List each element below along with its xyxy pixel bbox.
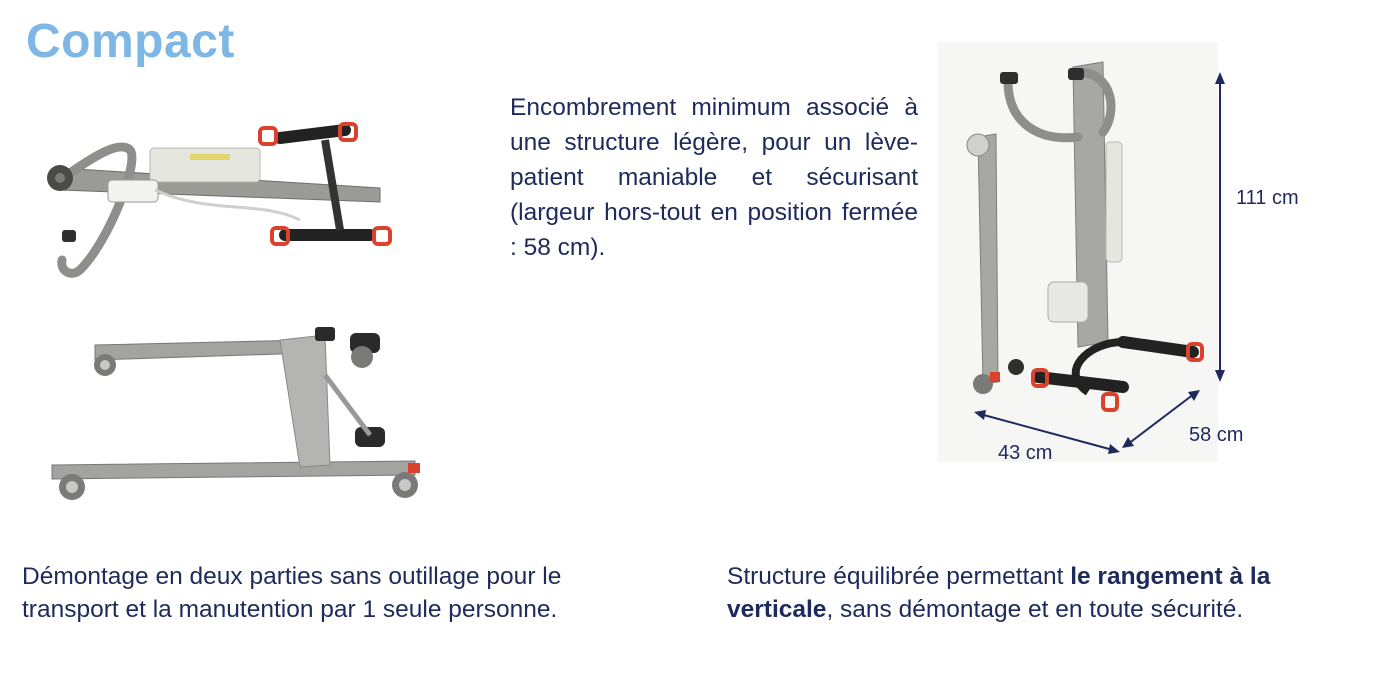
lift-base-disassembled-image: [40, 315, 440, 515]
page-title: Compact: [26, 15, 235, 68]
vertical-storage-text-bold: le rangement à la verticale: [727, 563, 1271, 623]
vertical-storage-paragraph: [727, 560, 1347, 626]
lift-upright-dimensions-image: [938, 42, 1258, 472]
disassembly-paragraph: Démontage en deux parties sans outillage pour le transport et la manutention par 1 seule personne.: [22, 563, 562, 623]
width-dimension-label: 43 cm: [998, 442, 1053, 464]
vertical-storage-text-before: Structure équilibrée permettant: [727, 563, 1071, 590]
depth-dimension-label: 58 cm: [1189, 424, 1244, 446]
vertical-storage-text-after: , sans démontage et en toute sécurité.: [826, 596, 1244, 623]
height-dimension-label: 111 cm: [1236, 187, 1299, 209]
intro-paragraph: Encombrement minimum associé à une structure légère, pour un lève-patient maniable et sécurisant (largeur hors-tout en position fermée : 58 cm).: [510, 94, 918, 261]
lift-folded-top-view-image: [40, 120, 410, 290]
